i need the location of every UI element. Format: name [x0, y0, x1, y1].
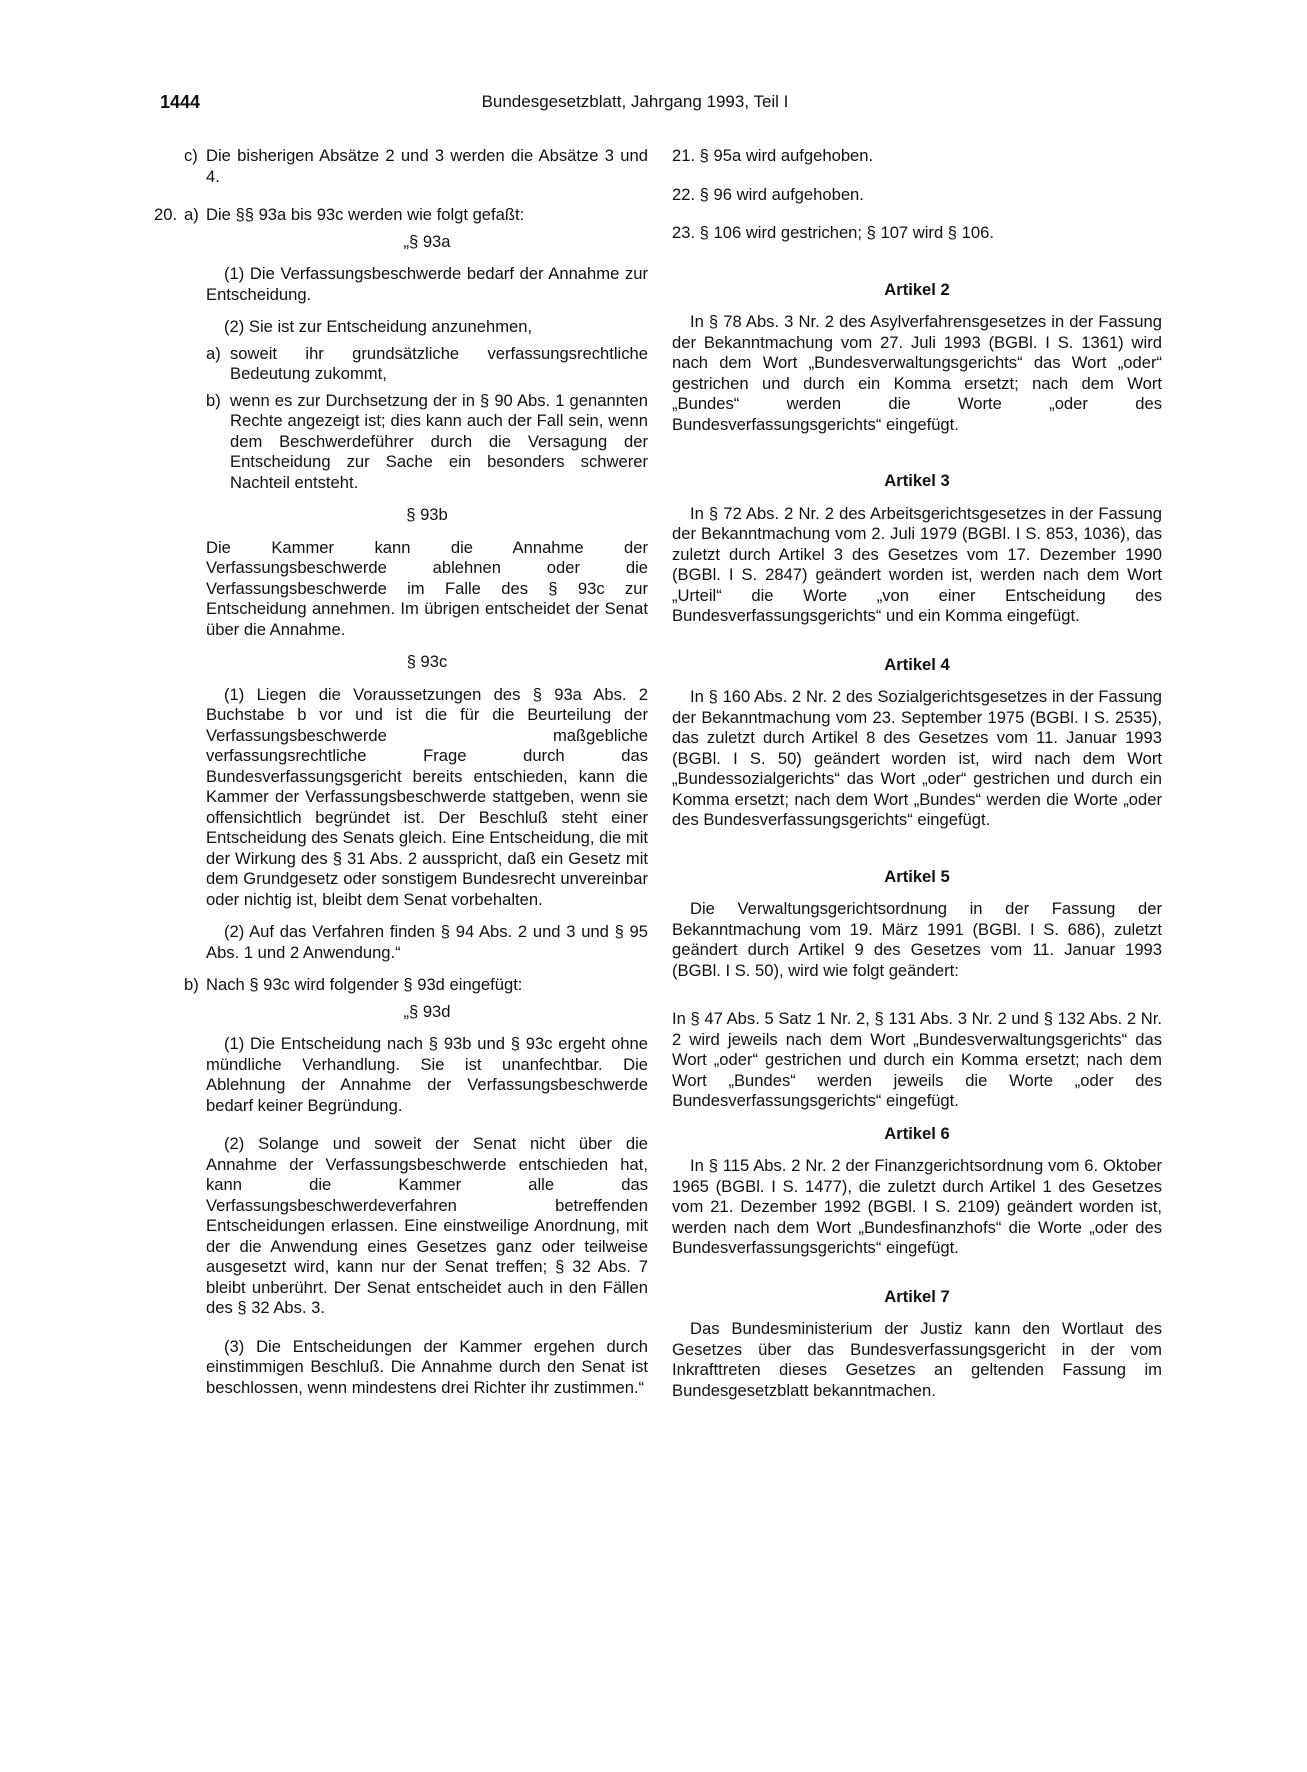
paragraph: (3) Die Entscheidungen der Kammer ergehen durch einstimmigen Beschluß. Die Annahme durch den Senat ist beschlossen, wenn mindestens drei Richter ihr zustimmen.“	[206, 1336, 648, 1397]
section-heading-93b: § 93b	[406, 505, 448, 524]
list-item	[206, 344, 648, 385]
article-7-heading: Artikel 7	[884, 1286, 950, 1306]
paragraph: Die Kammer kann die Annahme der Verfassungsbeschwerde ablehnen oder die Verfassungsbeschwerde im Falle des § 93c zur Entscheidung annehmen. Im übrigen entscheidet der Senat über die Annahme.	[206, 537, 648, 639]
paragraph: (1) Liegen die Voraussetzungen des § 93a Abs. 2 Buchstabe b vor und ist die für die Beurteilung der Verfassungsbeschwerde maßgebliche verfassungsrechtliche Frage durch das Bundesverfassungsgericht bereits entschieden, kann die Kammer der Verfassungsbeschwerde stattgeben, wenn sie offensichtlich begründet ist. Der Beschluß steht einer Entscheidung des Senats gleich. Eine Entscheidung, die mit der Wirkung des § 31 Abs. 2 ausspricht, daß ein Gesetz mit dem Grundgesetz oder sonstigem Bundesrecht unvereinbar oder nichtig ist, bleibt dem Senat vorbehalten.	[206, 684, 648, 909]
item-label: c)	[184, 146, 198, 165]
left-column	[154, 146, 648, 1398]
item-label: a)	[206, 343, 221, 363]
paragraph: (2) Solange und soweit der Senat nicht über die Annahme der Verfassungsbeschwerde entschieden hat, kann die Kammer alle das Verfassungsbeschwerdeverfahren betreffenden Entscheidungen erlassen. Eine einstweilige Anordnung, mit der die Anwendung eines Gesetzes ganz oder teilweise ausgesetzt wird, kann nur der Senat treffen; § 32 Abs. 7 bleibt unberührt. Der Senat entscheidet auch in den Fällen des § 32 Abs. 3.	[206, 1134, 648, 1317]
article-4-text: In § 160 Abs. 2 Nr. 2 des Sozialgerichtsgesetzes in der Fassung der Bekanntmachung vom 23. September 1975 (BGBl. I S. 2535), das zuletzt durch Artikel 8 des Gesetzes vom 11. Januar 1993 (BGBl. I S. 50) geändert worden ist, wird nach dem Wort „Bundessozialgerichts“ das Wort „oder“ gestrichen und durch ein Komma ersetzt; nach dem Wort „Bundes“ werden die Worte „oder des Bundesverfassungsgerichts“ eingefügt.	[672, 687, 1162, 829]
article-3-text: In § 72 Abs. 2 Nr. 2 des Arbeitsgerichtsgesetzes in der Fassung der Bekanntmachung vom 2. Juli 1979 (BGBl. I S. 853, 1036), das zuletzt durch Artikel 3 des Gesetzes vom 17. Dezember 1990 (BGBl. I S. 2847) geändert worden ist, werden nach dem Wort „Urteil“ die Worte „von einer Entscheidung des Bundesverfassungsgerichts“ und ein Komma eingefügt.	[672, 503, 1162, 625]
item-text: soweit ihr grundsätzliche verfassungsrechtliche Bedeutung zukommt,	[230, 343, 648, 383]
item-label: a)	[184, 205, 199, 224]
article-5-intro: Die Verwaltungsgerichtsordnung in der Fassung der Bekanntmachung vom 19. März 1991 (BGBl. I S. 686), zuletzt geändert durch Artikel 9 des Gesetzes vom 11. Januar 1993 (BGBl. I S. 50), wird wie folgt geändert:	[672, 899, 1162, 980]
list-item-20a	[154, 205, 648, 226]
section-heading-93d: „§ 93d	[403, 1001, 451, 1021]
item-number: 20.	[154, 205, 178, 224]
list-item-20b	[160, 975, 648, 996]
item-text: Die §§ 93a bis 93c werden wie folgt gefaßt:	[206, 205, 525, 224]
article-3-heading: Artikel 3	[884, 471, 950, 490]
paragraph: (1) Die Entscheidung nach § 93b und § 93c ergeht ohne mündliche Verhandlung. Sie ist unanfechtbar. Die Ablehnung der Annahme der Verfassungsbeschwerde bedarf keiner Begründung.	[206, 1034, 648, 1115]
article-5-heading: Artikel 5	[884, 866, 950, 886]
page-header	[160, 92, 1110, 120]
article-7-text: Das Bundesministerium der Justiz kann den Wortlaut des Gesetzes über das Bundesverfassungsgericht in der vom Inkrafttreten dieses Gesetzes an geltenden Fassung im Bundesgesetzblatt bekanntmachen.	[672, 1319, 1162, 1400]
item-text: Die bisherigen Absätze 2 und 3 werden die Absätze 3 und 4.	[206, 146, 648, 186]
list-item-23: 23. § 106 wird gestrichen; § 107 wird § 106.	[672, 223, 994, 242]
item-label: b)	[206, 390, 221, 410]
page-number: 1444	[160, 92, 201, 112]
section-heading-93c: § 93c	[406, 652, 448, 671]
journal-title: Bundesgesetzblatt, Jahrgang 1993, Teil I	[481, 92, 789, 111]
article-2-heading: Artikel 2	[884, 279, 950, 299]
item-text: wenn es zur Durchsetzung der in § 90 Abs. 1 genannten Rechte angezeigt ist; dies kann auch der Fall sein, wenn dem Beschwerdeführer durch die Versagung der Entscheidung zur Sache ein besonders schwerer Nachteil entsteht.	[230, 390, 648, 492]
article-2-text: In § 78 Abs. 3 Nr. 2 des Asylverfahrensgesetzes in der Fassung der Bekanntmachung vom 27. Juli 1993 (BGBl. I S. 1361) wird nach dem Wort „Bundesverwaltungsgerichts“ das Wort „oder“ gestrichen und durch ein Komma ersetzt; nach dem Wort „Bundes“ werden die Worte „oder des Bundesverfassungsgerichts“ eingefügt.	[672, 312, 1162, 434]
amendment-block-93d	[160, 996, 648, 1399]
article-5-text: In § 47 Abs. 5 Satz 1 Nr. 2, § 131 Abs. 3 Nr. 2 und § 132 Abs. 2 Nr. 2 wird jeweils nach dem Wort „Bundesverwaltungsgerichts“ das Wort „oder“ gestrichen und durch ein Komma ersetzt; nach dem Wort „Bundes“ werden jeweils die Worte „oder des Bundesverfassungsgerichts“ eingefügt.	[672, 1009, 1162, 1110]
article-4-heading: Artikel 4	[884, 654, 950, 674]
article-6-text: In § 115 Abs. 2 Nr. 2 der Finanzgerichtsordnung vom 6. Oktober 1965 (BGBl. I S. 1477), die zuletzt durch Artikel 1 des Gesetzes vom 21. Dezember 1992 (BGBl. I S. 2109) geändert worden ist, werden nach dem Wort „Bundesfinanzhofs“ die Worte „oder des Bundesverfassungsgerichts“ eingefügt.	[672, 1156, 1162, 1257]
list-item-22: 22. § 96 wird aufgehoben.	[672, 184, 864, 204]
right-column	[672, 146, 1162, 1401]
article-6-heading: Artikel 6	[884, 1123, 950, 1143]
list-item-21: 21. § 95a wird aufgehoben.	[672, 146, 874, 165]
paragraph: (2) Sie ist zur Entscheidung anzunehmen,	[224, 317, 533, 336]
amendment-block-93a-93c	[160, 226, 648, 964]
list-item	[206, 391, 648, 494]
paragraph: (2) Auf das Verfahren finden § 94 Abs. 2 und 3 und § 95 Abs. 1 und 2 Anwendung.“	[206, 922, 648, 962]
paragraph: (1) Die Verfassungsbeschwerde bedarf der Annahme zur Entscheidung.	[206, 264, 648, 304]
item-label: b)	[184, 975, 199, 994]
item-text: Nach § 93c wird folgender § 93d eingefügt:	[206, 975, 523, 994]
section-heading-93a: „§ 93a	[403, 231, 451, 251]
list-item-c	[160, 146, 648, 187]
